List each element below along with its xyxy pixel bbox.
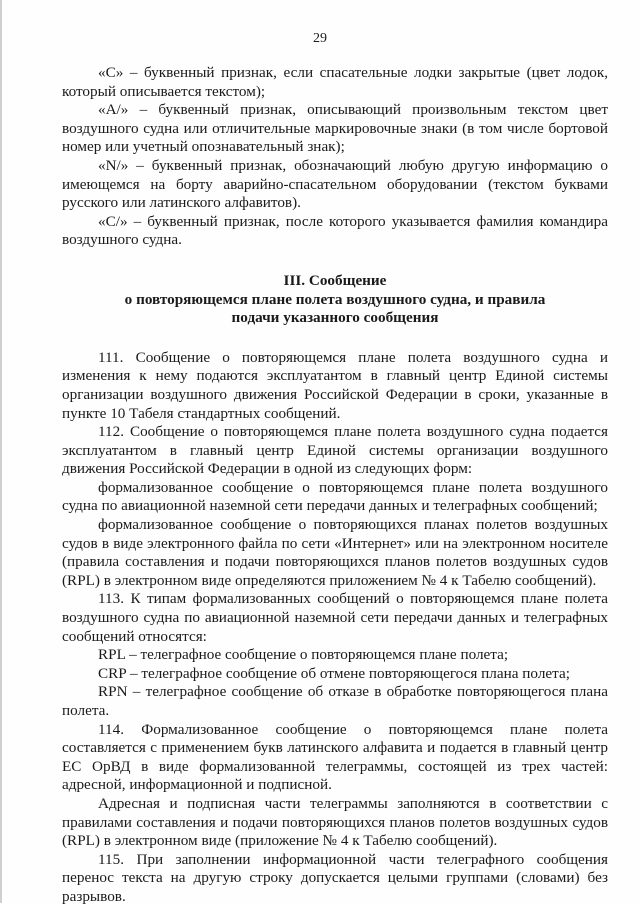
page-number: 29 xyxy=(313,31,327,46)
list-item: формализованное сообщение о повторяющемся плане полета воздушного судна по авиационной наземной сети передачи данных и телеграфных сообщений; xyxy=(62,478,608,515)
spacer xyxy=(62,328,608,349)
spacer xyxy=(62,250,608,272)
intro-paragraph: «A/» – буквенный признак, описывающий произвольным текстом цвет воздушного судна или отличительные маркировочные знаки (в том числе бортовой номер или учетный опознавательный знак); xyxy=(62,101,608,156)
list-item: RPN – телеграфное сообщение об отказе в обработке повторяющегося плана полета. xyxy=(62,683,608,719)
scan-edge xyxy=(0,0,2,903)
section-heading-line: подачи указанного сообщения xyxy=(231,309,439,327)
intro-paragraph: «N/» – буквенный признак, обозначающий любую другую информацию о имеющемся на борту аварийно-спасательном оборудовании (текстом буквами русского или латинского алфавитов). xyxy=(62,156,608,212)
paragraph-115: 115. При заполнении информационной части телеграфного сообщения перенос текста на другую строку допускается целыми группами (словами) без разрывов. xyxy=(62,850,608,905)
section-heading-line: III. Сообщение xyxy=(283,271,387,289)
paragraph-114: 114. Формализованное сообщение о повторяющемся плане полета составляется с применением букв латинского алфавита и подается в главный центр ЕС ОрВД в виде формализованной телеграммы, состоящей из трех частей: адресной, информационной и подписной. xyxy=(62,720,608,794)
paragraph-112: 112. Сообщение о повторяющемся плане полета воздушного судна подается эксплуатантом в главный центр Единой системы организации воздушного движения Российской Федерации в одной из следующих форм: xyxy=(62,423,608,478)
paragraph-113: 113. К типам формализованных сообщений о повторяющемся плане полета воздушного судна по авиационной наземной сети передачи данных и телеграфных сообщений относятся: xyxy=(62,590,608,645)
intro-paragraph: «C» – буквенный признак, если спасательные лодки закрытые (цвет лодок, который описывается текстом); xyxy=(62,64,608,100)
paragraph: Адресная и подписная части телеграммы заполняются в соответствии с правилами составления и подачи повторяющихся планов полетов воздушных судов (RPL) в электронном виде (приложение № 4 к Табелю сообщений). xyxy=(62,794,608,850)
list-item: CRP – телеграфное сообщение об отмене повторяющегося плана полета; xyxy=(98,664,570,682)
intro-paragraph: «C/» – буквенный признак, после которого указывается фамилия командира воздушного судна. xyxy=(62,212,608,249)
paragraph-111: 111. Сообщение о повторяющемся плане полета воздушного судна и изменения к нему подаются эксплуатантом в главный центр Единой системы организации воздушного движения Российской Федерации в сроки, указанные в пункте 10 Табеля стандартных сообщений. xyxy=(62,348,608,422)
page-body xyxy=(62,64,608,907)
section-heading-line: о повторяющемся плане полета воздушного судна, и правила xyxy=(124,290,546,308)
list-item: формализованное сообщение о повторяющихся планах полетов воздушных судов в виде электронного файла по сети «Интернет» или на электронном носителе (правила составления и подачи повторяющихся планов полетов воздушных судов (RPL) в электронном виде определяются приложением № 4 к Табелю сообщений). xyxy=(62,516,608,589)
list-item: RPL – телеграфное сообщение о повторяющемся плане полета; xyxy=(98,646,509,664)
